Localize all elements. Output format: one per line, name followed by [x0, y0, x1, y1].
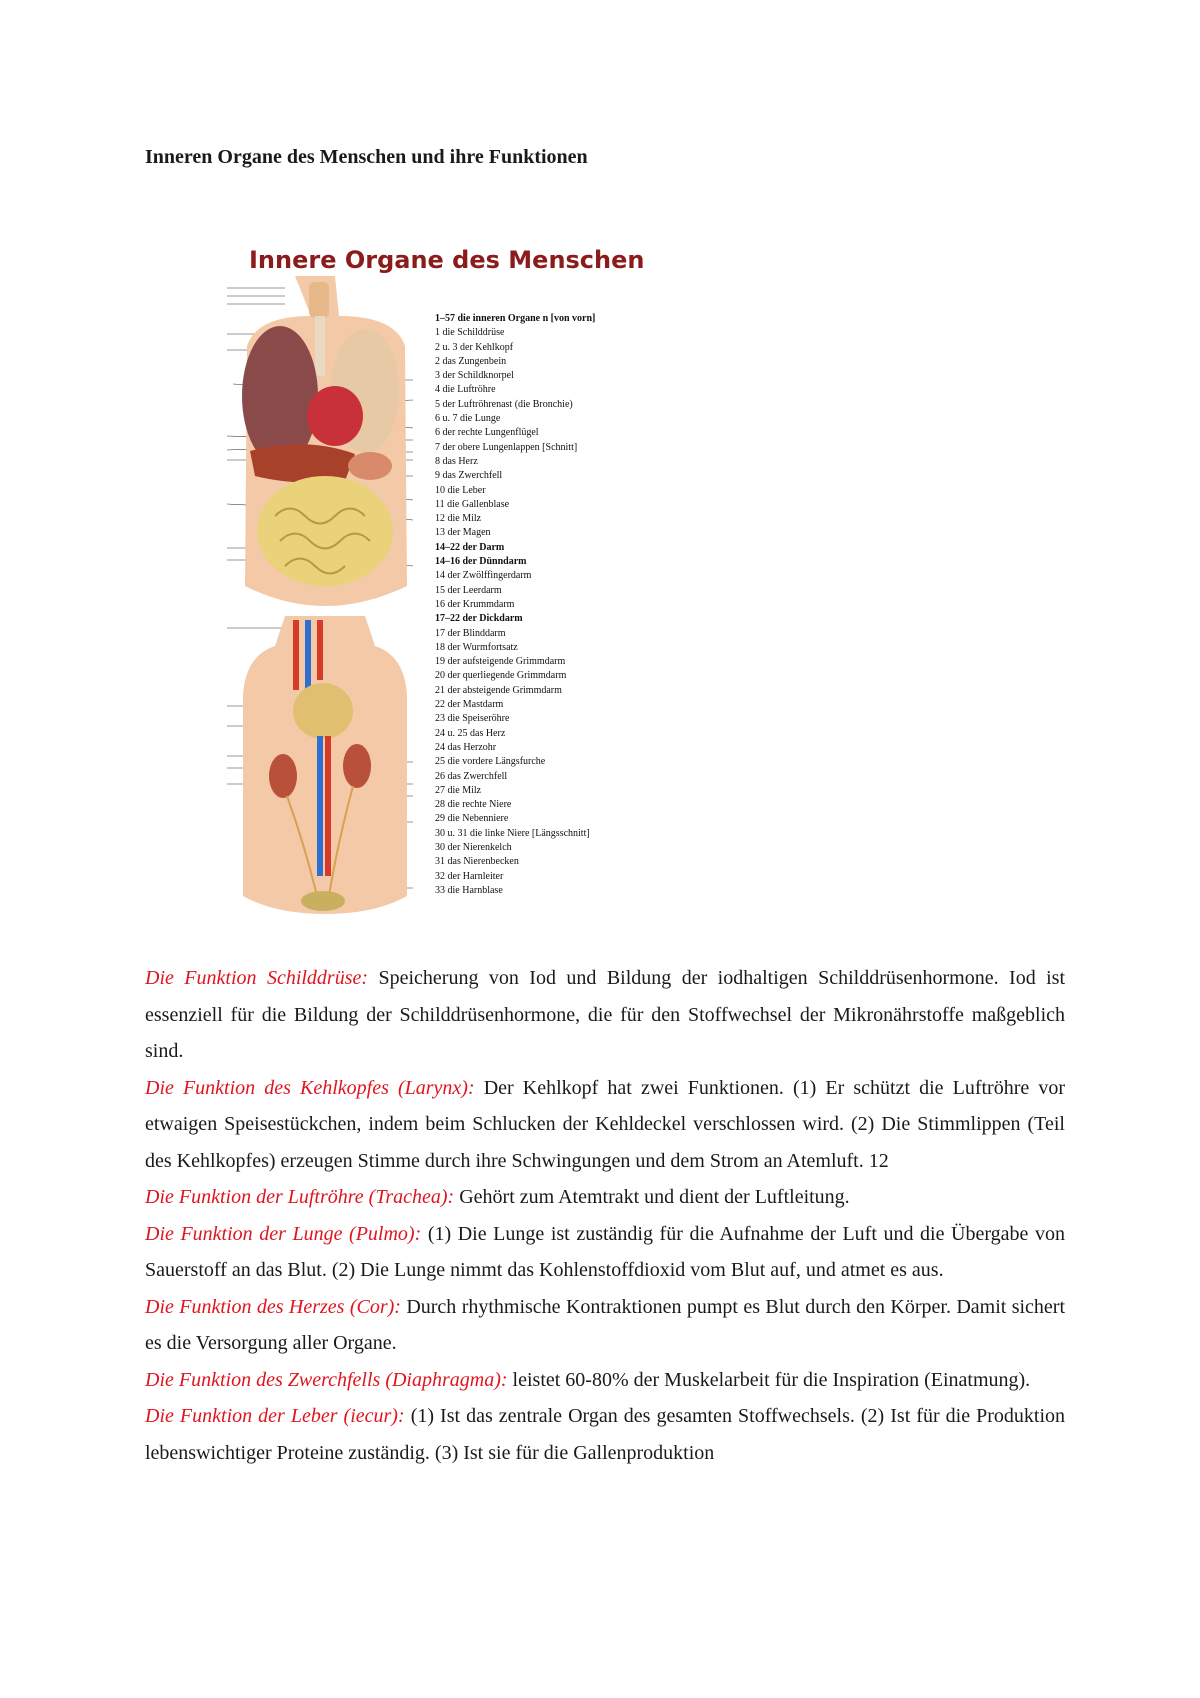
legend-item: 13 der Magen: [435, 527, 491, 539]
function-paragraph: [145, 1362, 1065, 1399]
legend-item: 19 der aufsteigende Grimmdarm: [435, 656, 566, 668]
function-description: Speicherung von Iod und Bildung der iodhaltigen Schilddrüsenhormone. Iod ist essenziell für die Bildung der Schilddrüsenhormone, die für den Stoffwechsel der Mikronährstoffe maßgeblich sind.: [145, 967, 1066, 1062]
function-label: Die Funktion der Luftröhre (Trachea):: [145, 1186, 455, 1208]
legend-item: 4 die Luftröhre: [435, 384, 496, 396]
legend-item: 8 das Herz: [435, 455, 478, 467]
legend-item: 29 die Nebenniere: [435, 813, 509, 825]
legend-item: 20 der querliegende Grimmdarm: [435, 670, 567, 682]
heart-shape: [307, 386, 363, 446]
document-title: Inneren Organe des Menschen und ihre Funktionen: [145, 146, 588, 168]
function-label: Die Funktion des Zwerchfells (Diaphragma):: [145, 1368, 508, 1391]
legend-item: 18 der Wurmfortsatz: [435, 641, 518, 653]
thyroid-shape: [309, 282, 329, 318]
function-paragraph: [145, 960, 1065, 1070]
stomach-shape: [348, 452, 392, 480]
function-label: Die Funktion des Herzes (Cor):: [145, 1295, 401, 1318]
right-kidney-shape: [269, 754, 297, 798]
trachea-shape: [315, 316, 325, 376]
legend-item: 15 der Leerdarm: [435, 584, 502, 596]
function-paragraph: [145, 1398, 1065, 1471]
liver-shape: [250, 444, 355, 482]
legend-item: 9 das Zwerchfell: [435, 470, 503, 482]
legend-item: 6 der rechte Lungenflügel: [435, 427, 539, 439]
function-label: Die Funktion Schilddrüse:: [145, 967, 369, 989]
legend-item: 21 der absteigende Grimmdarm: [435, 684, 562, 696]
left-kidney-shape: [343, 744, 371, 788]
legend-item: 17–22 der Dickdarm: [435, 613, 523, 625]
legend-item: 31 das Nierenbecken: [435, 856, 519, 868]
function-description: Durch rhythmische Kontraktionen pumpt es Blut durch den Körper. Damit sichert es die Versorgung aller Organe.: [145, 1295, 1066, 1354]
intestine-shape: [257, 476, 393, 586]
legend-item: 30 der Nierenkelch: [435, 841, 512, 853]
function-label: Die Funktion der Leber (iecur):: [145, 1405, 405, 1427]
lower-heart-shape: [293, 683, 353, 739]
legend-item: 17 der Blinddarm: [435, 627, 506, 639]
legend-item: 26 das Zwerchfell: [435, 770, 508, 782]
vessel-shape: [317, 620, 323, 680]
figure-title: Innere Organe des Menschen: [249, 246, 645, 274]
legend-item: 1–57 die inneren Organe n [von vorn]: [435, 313, 596, 324]
torso-organs-illustration: [225, 276, 425, 611]
legend-item: 28 die rechte Niere: [435, 799, 512, 811]
legend-item: 10 die Leber: [435, 484, 486, 496]
organ-legend: [435, 312, 595, 898]
legend-item: 16 der Krummdarm: [435, 598, 515, 610]
legend-item: 12 die Milz: [435, 513, 482, 525]
esophagus-shape: [293, 620, 299, 690]
legend-item: 22 der Mastdarm: [435, 699, 504, 711]
legend-item: 1 die Schilddrüse: [435, 327, 505, 339]
organ-functions-text: [145, 960, 1065, 1471]
legend-item: 14–16 der Dünndarm: [435, 556, 527, 568]
legend-item: 23 die Speiseröhre: [435, 713, 510, 725]
function-paragraph: [145, 1070, 1065, 1180]
legend-item: 24 u. 25 das Herz: [435, 727, 506, 739]
function-description: leistet 60-80% der Muskelarbeit für die Inspiration (Einatmung).: [512, 1368, 1031, 1391]
legend-item: 2 das Zungenbein: [435, 355, 507, 367]
legend-item: 3 der Schildknorpel: [435, 370, 514, 382]
legend-item: 11 die Gallenblase: [435, 498, 510, 510]
legend-item: 5 der Luftröhrenast (die Bronchie): [435, 398, 573, 410]
legend-item: 14 der Zwölffingerdarm: [435, 570, 532, 582]
legend-item: 32 der Harnleiter: [435, 870, 504, 882]
legend-item: 2 u. 3 der Kehlkopf: [435, 341, 514, 353]
legend-item: 14–22 der Darm: [435, 541, 505, 553]
function-paragraph: [145, 1179, 1065, 1216]
function-label: Die Funktion der Lunge (Pulmo):: [145, 1222, 422, 1245]
function-paragraph: [145, 1216, 1065, 1289]
organ-figure: [225, 236, 645, 921]
legend-item: 7 der obere Lungenlappen [Schnitt]: [435, 441, 578, 453]
legend-item: 6 u. 7 die Lunge: [435, 413, 501, 425]
legend-item: 25 die vordere Längsfurche: [435, 756, 546, 768]
vena-cava-shape: [317, 736, 323, 876]
function-description: (1) Die Lunge ist zuständig für die Aufnahme der Luft und die Übergabe von Sauerstoff an das Blut. (2) Die Lunge nimmt das Kohlenstoffdioxid vom Blut auf, und atmet es aus.: [145, 1222, 1065, 1281]
function-description: (1) Ist das zentrale Organ des gesamten Stoffwechsels. (2) Ist für die Produktion lebenswichtiger Proteine zuständig. (3) Ist sie für die Gallenproduktion: [145, 1405, 1066, 1464]
abdominal-aorta-shape: [325, 736, 331, 876]
function-paragraph: [145, 1289, 1065, 1362]
legend-item: 27 die Milz: [435, 784, 482, 796]
bladder-shape: [301, 891, 345, 911]
function-description: Der Kehlkopf hat zwei Funktionen. (1) Er schützt die Luftröhre vor etwaigen Speisestückchen, indem beim Schlucken der Kehldeckel verschlossen wird. (2) Die Stimmlippen (Teil des Kehlkopfes) erzeugen Stimme durch ihre Schwingungen und dem Strom an Atemluft. 12: [145, 1076, 1066, 1172]
function-description: Gehört zum Atemtrakt und dient der Luftleitung.: [459, 1186, 850, 1208]
legend-item: 30 u. 31 die linke Niere [Längsschnitt]: [435, 827, 590, 839]
function-label: Die Funktion des Kehlkopfes (Larynx):: [145, 1076, 475, 1099]
torso-vessels-illustration: [225, 616, 425, 916]
legend-item: 24 das Herzohr: [435, 741, 497, 753]
legend-item: 33 die Harnblase: [435, 884, 503, 896]
aorta-shape: [305, 620, 311, 690]
